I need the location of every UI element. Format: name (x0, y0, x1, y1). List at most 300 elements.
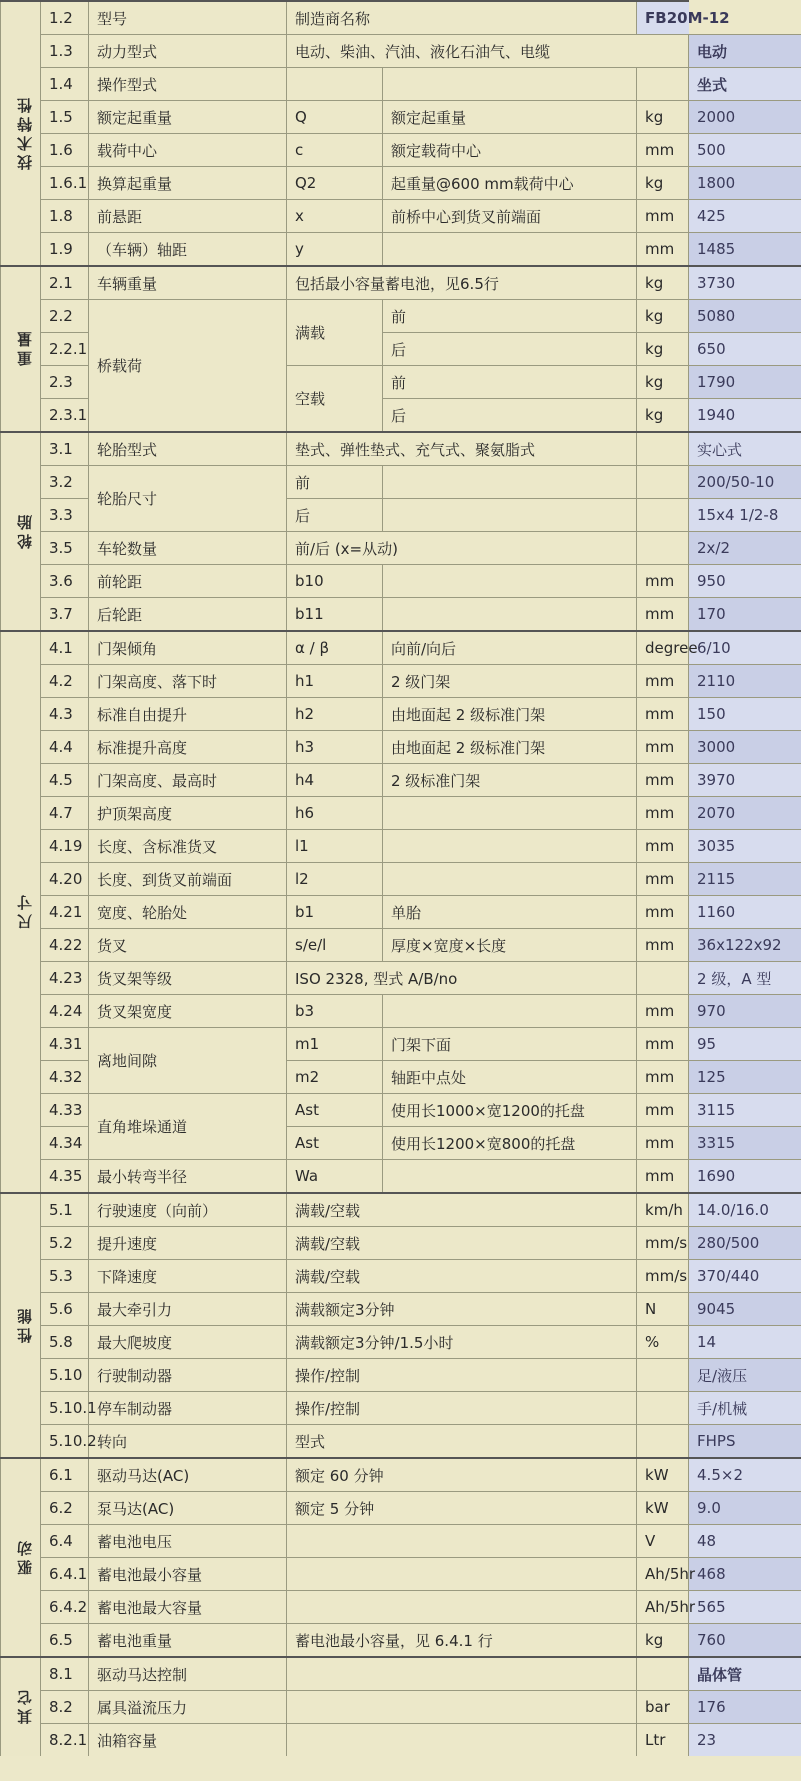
item-unit (637, 1359, 689, 1392)
row-number: 1.8 (41, 200, 89, 233)
item-name: 转向 (89, 1425, 287, 1459)
item-name: 蓄电池最大容量 (89, 1591, 287, 1624)
spec-row (1, 68, 801, 101)
item-name: 蓄电池重量 (89, 1624, 287, 1658)
row-number: 3.7 (41, 598, 89, 632)
item-description (287, 1591, 637, 1624)
item-description: 操作/控制 (287, 1359, 637, 1392)
row-number: 3.2 (41, 466, 89, 499)
item-value: 3970 (689, 764, 801, 797)
item-symbol: c (287, 134, 383, 167)
item-symbol: m1 (287, 1028, 383, 1061)
row-number: 4.1 (41, 631, 89, 665)
item-symbol: l2 (287, 863, 383, 896)
item-symbol: b3 (287, 995, 383, 1028)
item-unit: mm (637, 1061, 689, 1094)
item-description (383, 797, 637, 830)
item-description: 前 (383, 300, 637, 333)
spec-row (1, 631, 801, 665)
item-description: 前/后 (x=从动) (287, 532, 637, 565)
item-description: 门架下面 (383, 1028, 637, 1061)
item-value: 手/机械 (689, 1392, 801, 1425)
item-value: 1940 (689, 399, 801, 433)
item-description: 额定载荷中心 (383, 134, 637, 167)
item-unit: degree (637, 631, 689, 665)
item-value: 2070 (689, 797, 801, 830)
spec-row (1, 1193, 801, 1227)
spec-row (1, 1691, 801, 1724)
spec-row (1, 167, 801, 200)
item-name: 车辆重量 (89, 266, 287, 300)
item-value: FHPS (689, 1425, 801, 1459)
item-symbol: 前 (287, 466, 383, 499)
item-name: 护顶架高度 (89, 797, 287, 830)
item-value: 1160 (689, 896, 801, 929)
item-name: 属具溢流压力 (89, 1691, 287, 1724)
item-symbol: m2 (287, 1061, 383, 1094)
row-number: 5.8 (41, 1326, 89, 1359)
section-label: 技术特性 (1, 1, 41, 266)
item-unit: Ah/5hr (637, 1558, 689, 1591)
item-value: 95 (689, 1028, 801, 1061)
item-name: 门架倾角 (89, 631, 287, 665)
row-number: 5.6 (41, 1293, 89, 1326)
item-name: 行驶制动器 (89, 1359, 287, 1392)
spec-row (1, 1260, 801, 1293)
row-number: 4.21 (41, 896, 89, 929)
row-number: 3.6 (41, 565, 89, 598)
item-value: 125 (689, 1061, 801, 1094)
item-unit: kW (637, 1458, 689, 1492)
row-number: 4.33 (41, 1094, 89, 1127)
spec-row (1, 200, 801, 233)
item-value: 1790 (689, 366, 801, 399)
row-number: 4.23 (41, 962, 89, 995)
item-description (383, 995, 637, 1028)
item-name: 门架高度、最高时 (89, 764, 287, 797)
row-number: 2.3.1 (41, 399, 89, 433)
spec-row (1, 863, 801, 896)
item-symbol: Ast (287, 1094, 383, 1127)
item-name: 驱动马达(AC) (89, 1458, 287, 1492)
item-name: 离地间隙 (89, 1028, 287, 1094)
item-description (287, 1691, 637, 1724)
spec-row (1, 1657, 801, 1691)
item-description (287, 1525, 637, 1558)
row-number: 1.9 (41, 233, 89, 267)
item-unit: mm/s (637, 1227, 689, 1260)
row-number: 5.2 (41, 1227, 89, 1260)
item-unit (637, 532, 689, 565)
item-symbol: Ast (287, 1127, 383, 1160)
item-value: 468 (689, 1558, 801, 1591)
item-description: 起重量@600 mm载荷中心 (383, 167, 637, 200)
item-value: 200/50-10 (689, 466, 801, 499)
item-unit: km/h (637, 1193, 689, 1227)
item-description: 满载/空载 (287, 1260, 637, 1293)
spec-row (1, 134, 801, 167)
item-value: 2110 (689, 665, 801, 698)
item-value: 1485 (689, 233, 801, 267)
item-description (383, 68, 637, 101)
item-description (383, 863, 637, 896)
item-name: 泵马达(AC) (89, 1492, 287, 1525)
item-unit: kg (637, 399, 689, 433)
item-value: 500 (689, 134, 801, 167)
item-unit: mm (637, 598, 689, 632)
row-number: 1.6.1 (41, 167, 89, 200)
item-name: 标准提升高度 (89, 731, 287, 764)
item-value: 6/10 (689, 631, 801, 665)
item-value: 950 (689, 565, 801, 598)
item-description: 前桥中心到货叉前端面 (383, 200, 637, 233)
item-name: 型号 (89, 1, 287, 35)
item-name: 下降速度 (89, 1260, 287, 1293)
item-symbol: 后 (287, 499, 383, 532)
item-value: 280/500 (689, 1227, 801, 1260)
item-unit: Ah/5hr (637, 1591, 689, 1624)
item-value: 9045 (689, 1293, 801, 1326)
item-unit: kg (637, 333, 689, 366)
item-description (383, 1160, 637, 1194)
item-name: 额定起重量 (89, 101, 287, 134)
item-description: 蓄电池最小容量，见 6.4.1 行 (287, 1624, 637, 1658)
item-description (287, 1558, 637, 1591)
item-value: 760 (689, 1624, 801, 1658)
item-name: 行驶速度（向前） (89, 1193, 287, 1227)
item-value: 14.0/16.0 (689, 1193, 801, 1227)
item-unit: mm (637, 698, 689, 731)
section-label: 驱动 (1, 1458, 41, 1657)
item-name: 车轮数量 (89, 532, 287, 565)
item-unit: kg (637, 366, 689, 399)
item-unit: V (637, 1525, 689, 1558)
item-value: 176 (689, 1691, 801, 1724)
item-unit: mm (637, 1160, 689, 1194)
item-unit: mm/s (637, 1260, 689, 1293)
item-description: 厚度×宽度×长度 (383, 929, 637, 962)
item-description: ISO 2328, 型式 A/B/no (287, 962, 637, 995)
item-description: 包括最小容量蓄电池，见6.5行 (287, 266, 637, 300)
row-number: 6.2 (41, 1492, 89, 1525)
item-symbol: h1 (287, 665, 383, 698)
item-symbol: s/e/l (287, 929, 383, 962)
spec-row (1, 1, 801, 35)
spec-row (1, 797, 801, 830)
item-name: 蓄电池电压 (89, 1525, 287, 1558)
item-description: 使用长1200×宽800的托盘 (383, 1127, 637, 1160)
row-number: 6.1 (41, 1458, 89, 1492)
item-name: 动力型式 (89, 35, 287, 68)
row-number: 4.35 (41, 1160, 89, 1194)
item-value: 9.0 (689, 1492, 801, 1525)
row-number: 4.7 (41, 797, 89, 830)
row-number: 2.3 (41, 366, 89, 399)
item-description: 2 级门架 (383, 665, 637, 698)
item-description (383, 466, 637, 499)
item-unit: mm (637, 1127, 689, 1160)
item-value: 实心式 (689, 432, 801, 466)
item-value: 5080 (689, 300, 801, 333)
row-number: 3.1 (41, 432, 89, 466)
item-unit (637, 1392, 689, 1425)
item-unit (637, 1657, 689, 1691)
item-unit (637, 1425, 689, 1459)
item-unit: kg (637, 266, 689, 300)
item-value: 3035 (689, 830, 801, 863)
item-name: 门架高度、落下时 (89, 665, 287, 698)
row-number: 8.1 (41, 1657, 89, 1691)
row-number: 6.4.1 (41, 1558, 89, 1591)
item-value: 425 (689, 200, 801, 233)
item-value: 晶体管 (689, 1657, 801, 1691)
spec-row (1, 1558, 801, 1591)
row-number: 4.22 (41, 929, 89, 962)
item-name: 最大牵引力 (89, 1293, 287, 1326)
item-name: 换算起重量 (89, 167, 287, 200)
item-unit: mm (637, 665, 689, 698)
item-unit: mm (637, 565, 689, 598)
item-name: 长度、含标准货叉 (89, 830, 287, 863)
item-symbol: b10 (287, 565, 383, 598)
item-unit: mm (637, 929, 689, 962)
section-label: 性能 (1, 1193, 41, 1458)
item-description (287, 1657, 637, 1691)
item-description: 垫式、弹性垫式、充气式、聚氨脂式 (287, 432, 637, 466)
section-label: 其它 (1, 1657, 41, 1756)
item-symbol: Wa (287, 1160, 383, 1194)
spec-row (1, 300, 801, 333)
item-name: 提升速度 (89, 1227, 287, 1260)
item-value: 1690 (689, 1160, 801, 1194)
item-description (383, 565, 637, 598)
item-name: 停车制动器 (89, 1392, 287, 1425)
item-value: 36x122x92 (689, 929, 801, 962)
spec-row (1, 532, 801, 565)
item-description: 额定 60 分钟 (287, 1458, 637, 1492)
row-number: 8.2.1 (41, 1724, 89, 1757)
spec-row (1, 1392, 801, 1425)
item-description: 后 (383, 333, 637, 366)
row-number: 3.3 (41, 499, 89, 532)
item-value: 565 (689, 1591, 801, 1624)
item-value: 14 (689, 1326, 801, 1359)
spec-row (1, 598, 801, 632)
item-symbol: Q2 (287, 167, 383, 200)
item-description: 制造商名称 (287, 1, 637, 35)
item-name: 前悬距 (89, 200, 287, 233)
row-number: 6.5 (41, 1624, 89, 1658)
spec-row (1, 929, 801, 962)
spec-row (1, 995, 801, 1028)
item-name: 货叉架等级 (89, 962, 287, 995)
item-name: 标准自由提升 (89, 698, 287, 731)
item-symbol: 满载 (287, 300, 383, 366)
row-number: 4.20 (41, 863, 89, 896)
item-unit (637, 432, 689, 466)
item-symbol: l1 (287, 830, 383, 863)
row-number: 4.4 (41, 731, 89, 764)
item-unit: mm (637, 896, 689, 929)
spec-row (1, 1094, 801, 1127)
item-description: 满载/空载 (287, 1227, 637, 1260)
item-name: 货叉架宽度 (89, 995, 287, 1028)
section-label: 尺寸 (1, 631, 41, 1193)
spec-row (1, 432, 801, 466)
spec-row (1, 1458, 801, 1492)
item-name: 最小转弯半径 (89, 1160, 287, 1194)
row-number: 5.1 (41, 1193, 89, 1227)
item-symbol: x (287, 200, 383, 233)
item-name: 操作型式 (89, 68, 287, 101)
item-value: 2x/2 (689, 532, 801, 565)
item-name: 前轮距 (89, 565, 287, 598)
item-symbol: b11 (287, 598, 383, 632)
item-value: 坐式 (689, 68, 801, 101)
item-value: 23 (689, 1724, 801, 1757)
item-name: 最大爬坡度 (89, 1326, 287, 1359)
item-unit: kW (637, 1492, 689, 1525)
item-value: 3000 (689, 731, 801, 764)
item-value: 970 (689, 995, 801, 1028)
item-value: 650 (689, 333, 801, 366)
item-unit: kg (637, 300, 689, 333)
item-symbol: Q (287, 101, 383, 134)
spec-row (1, 698, 801, 731)
item-unit (637, 466, 689, 499)
item-name: 宽度、轮胎处 (89, 896, 287, 929)
item-name: 轮胎型式 (89, 432, 287, 466)
item-name: 轮胎尺寸 (89, 466, 287, 532)
section-label: 重量 (1, 266, 41, 432)
spec-row (1, 1591, 801, 1624)
item-value: 170 (689, 598, 801, 632)
row-number: 2.2 (41, 300, 89, 333)
item-description (383, 233, 637, 267)
spec-row (1, 665, 801, 698)
item-value: 3115 (689, 1094, 801, 1127)
item-unit: kg (637, 101, 689, 134)
item-description: 使用长1000×宽1200的托盘 (383, 1094, 637, 1127)
item-description: 轴距中点处 (383, 1061, 637, 1094)
item-description: 满载/空载 (287, 1193, 637, 1227)
item-description: 操作/控制 (287, 1392, 637, 1425)
row-number: 1.4 (41, 68, 89, 101)
item-symbol: 空载 (287, 366, 383, 433)
item-description: 满载额定3分钟/1.5小时 (287, 1326, 637, 1359)
item-description: 向前/向后 (383, 631, 637, 665)
item-description: 2 级标准门架 (383, 764, 637, 797)
row-number: 4.5 (41, 764, 89, 797)
spec-row (1, 565, 801, 598)
row-number: 1.6 (41, 134, 89, 167)
row-number: 3.5 (41, 532, 89, 565)
item-name: 桥载荷 (89, 300, 287, 433)
item-unit (637, 962, 689, 995)
item-unit: mm (637, 134, 689, 167)
item-name: 驱动马达控制 (89, 1657, 287, 1691)
row-number: 6.4 (41, 1525, 89, 1558)
item-unit (637, 499, 689, 532)
item-unit: mm (637, 797, 689, 830)
item-value: 4.5×2 (689, 1458, 801, 1492)
spec-row (1, 1293, 801, 1326)
item-name: （车辆）轴距 (89, 233, 287, 267)
row-number: 6.4.2 (41, 1591, 89, 1624)
item-description: 单胎 (383, 896, 637, 929)
item-value: 电动 (689, 35, 801, 68)
item-description: 前 (383, 366, 637, 399)
spec-row (1, 896, 801, 929)
row-number: 1.5 (41, 101, 89, 134)
spec-row (1, 764, 801, 797)
item-unit: kg (637, 1624, 689, 1658)
spec-row (1, 1028, 801, 1061)
item-unit: kg (637, 167, 689, 200)
spec-row (1, 731, 801, 764)
spec-row (1, 266, 801, 300)
row-number: 4.34 (41, 1127, 89, 1160)
item-description (287, 1724, 637, 1757)
item-name: 蓄电池最小容量 (89, 1558, 287, 1591)
item-unit: mm (637, 233, 689, 267)
item-unit: mm (637, 863, 689, 896)
item-unit: mm (637, 764, 689, 797)
row-number: 1.3 (41, 35, 89, 68)
item-value: 150 (689, 698, 801, 731)
item-symbol: y (287, 233, 383, 267)
item-value: 2000 (689, 101, 801, 134)
item-symbol: h4 (287, 764, 383, 797)
row-number: 5.10.2 (41, 1425, 89, 1459)
row-number: 4.31 (41, 1028, 89, 1061)
item-unit: mm (637, 1028, 689, 1061)
item-unit: mm (637, 995, 689, 1028)
spec-row (1, 1425, 801, 1459)
item-description: 后 (383, 399, 637, 433)
row-number: 2.2.1 (41, 333, 89, 366)
row-number: 4.24 (41, 995, 89, 1028)
item-value: 3315 (689, 1127, 801, 1160)
row-number: 5.3 (41, 1260, 89, 1293)
row-number: 4.32 (41, 1061, 89, 1094)
item-unit: mm (637, 200, 689, 233)
spec-row (1, 1326, 801, 1359)
item-name: 后轮距 (89, 598, 287, 632)
spec-row (1, 1724, 801, 1757)
spec-row (1, 1227, 801, 1260)
row-number: 4.19 (41, 830, 89, 863)
item-unit (637, 68, 689, 101)
row-number: 4.2 (41, 665, 89, 698)
row-number: 1.2 (41, 1, 89, 35)
item-symbol: b1 (287, 896, 383, 929)
spec-row (1, 1160, 801, 1194)
item-symbol: α / β (287, 631, 383, 665)
spec-row (1, 1359, 801, 1392)
item-description: 型式 (287, 1425, 637, 1459)
item-description: 由地面起 2 级标准门架 (383, 698, 637, 731)
item-value: 足/液压 (689, 1359, 801, 1392)
item-value: 370/440 (689, 1260, 801, 1293)
item-name: 载荷中心 (89, 134, 287, 167)
item-description (383, 598, 637, 632)
item-name: 直角堆垛通道 (89, 1094, 287, 1160)
item-value: 1800 (689, 167, 801, 200)
item-name: 长度、到货叉前端面 (89, 863, 287, 896)
item-value: 48 (689, 1525, 801, 1558)
spec-row (1, 1624, 801, 1658)
